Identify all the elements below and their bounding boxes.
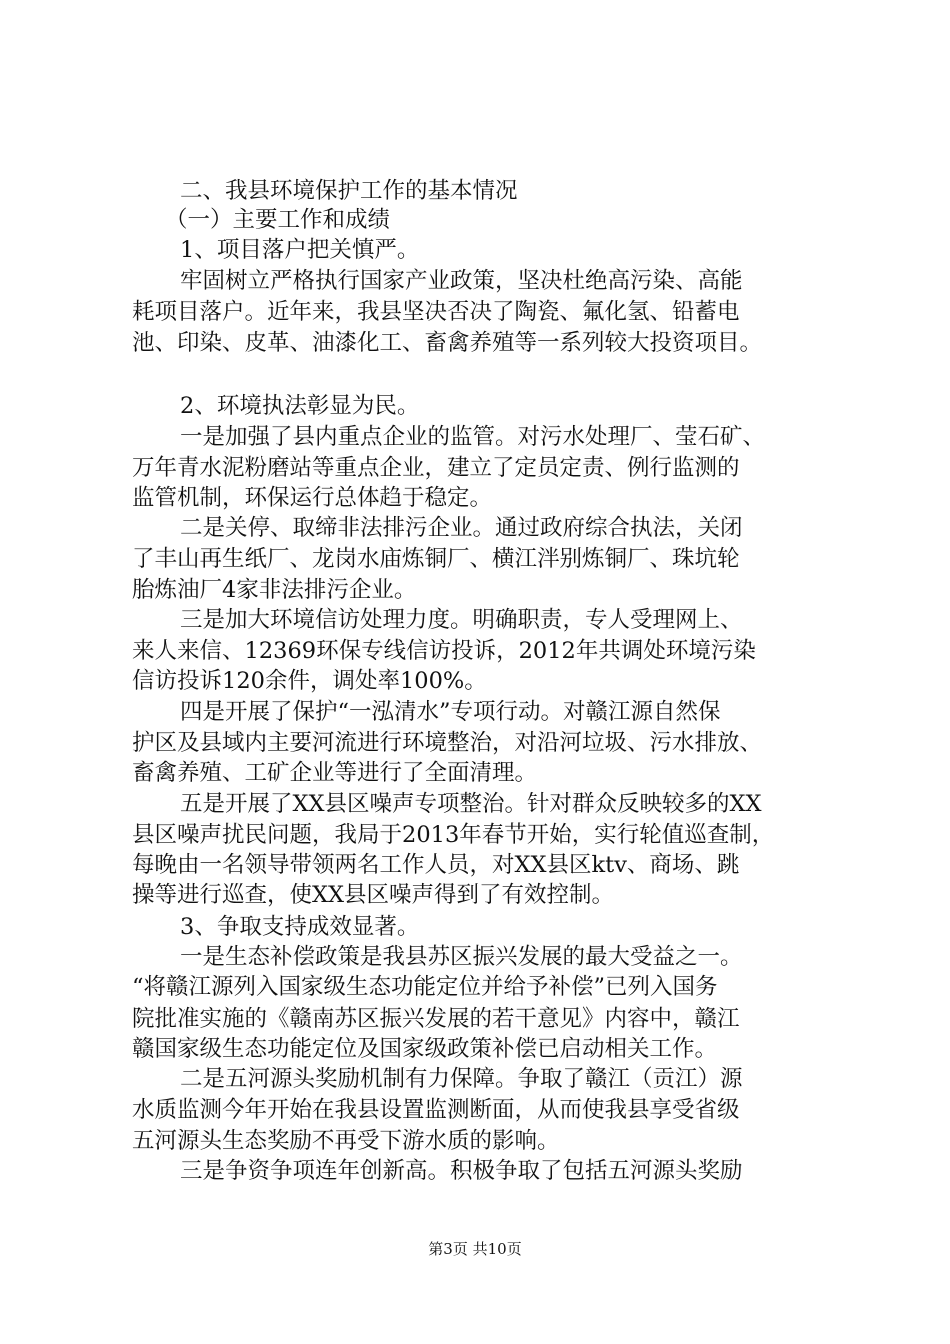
paragraph-line: 操等进行巡查，使XX县区噪声得到了有效控制。 xyxy=(132,882,615,908)
paragraph-line: 池、印染、皮革、油漆化工、畜禽养殖等一系列较大投资项目。 xyxy=(132,330,763,356)
paragraph-line: 信访投诉120余件，调处率100%。 xyxy=(132,668,487,694)
paragraph-line: 护区及县域内主要河流进行环境整治，对沿河垃圾、污水排放、 xyxy=(132,730,763,756)
paragraph-line: 了丰山再生纸厂、龙岗水庙炼铜厂、横江泮别炼铜厂、珠坑轮 xyxy=(132,546,740,572)
paragraph-line: 赣国家级生态功能定位及国家级政策补偿已启动相关工作。 xyxy=(132,1036,718,1062)
paragraph-line: 万年青水泥粉磨站等重点企业，建立了定员定责、例行监测的 xyxy=(132,455,740,481)
paragraph-line: 水质监测今年开始在我县设置监测断面，从而使我县享受省级 xyxy=(132,1097,740,1123)
subsection-heading: （一）主要工作和成绩 xyxy=(165,207,391,233)
item-heading: 3、争取支持成效显著。 xyxy=(180,914,420,940)
paragraph-line: 二是五河源头奖励机制有力保障。争取了赣江（贡江）源 xyxy=(180,1066,743,1092)
section-heading: 二、我县环境保护工作的基本情况 xyxy=(180,178,518,204)
paragraph-line: 五河源头生态奖励不再受下游水质的影响。 xyxy=(132,1128,560,1154)
item-heading: 2、环境执法彰显为民。 xyxy=(180,393,420,419)
item-heading: 1、项目落户把关慎严。 xyxy=(180,237,420,263)
paragraph-line: 来人来信、12369环保专线信访投诉，2012年共调处环境污染 xyxy=(132,638,756,664)
paragraph-line: 一是生态补偿政策是我县苏区振兴发展的最大受益之一。 xyxy=(180,944,743,970)
paragraph-line: 一是加强了县内重点企业的监管。对污水处理厂、莹石矿、 xyxy=(180,424,766,450)
paragraph-line: 三是争资争项连年创新高。积极争取了包括五河源头奖励 xyxy=(180,1158,743,1184)
paragraph-line: 四是开展了保护“一泓清水”专项行动。对赣江源自然保 xyxy=(180,699,721,725)
paragraph-line: 县区噪声扰民问题，我局于2013年春节开始，实行轮值巡查制， xyxy=(132,822,775,848)
paragraph-line: 院批准实施的《赣南苏区振兴发展的若干意见》内容中，赣江 xyxy=(132,1006,740,1032)
paragraph-line: 牢固树立严格执行国家产业政策，坚决杜绝高污染、高能 xyxy=(180,268,743,294)
paragraph-line: 二是关停、取缔非法排污企业。通过政府综合执法，关闭 xyxy=(180,515,743,541)
paragraph-line: 胎炼油厂4家非法排污企业。 xyxy=(132,577,417,603)
paragraph-line: “将赣江源列入国家级生态功能定位并给予补偿”已列入国务 xyxy=(132,974,718,1000)
paragraph-line: 三是加大环境信访处理力度。明确职责，专人受理网上、 xyxy=(180,607,743,633)
paragraph-line: 监管机制，环保运行总体趋于稳定。 xyxy=(132,485,493,511)
paragraph-line: 耗项目落户。近年来，我县坚决否决了陶瓷、氟化氢、铅蓄电 xyxy=(132,299,740,325)
paragraph-line: 每晚由一名领导带领两名工作人员，对XX县区ktv、商场、跳 xyxy=(132,852,740,878)
paragraph-line: 畜禽养殖、工矿企业等进行了全面清理。 xyxy=(132,760,538,786)
page-footer: 第3页 共10页 xyxy=(428,1240,522,1258)
paragraph-line: 五是开展了XX县区噪声专项整治。针对群众反映较多的XX xyxy=(180,791,762,817)
